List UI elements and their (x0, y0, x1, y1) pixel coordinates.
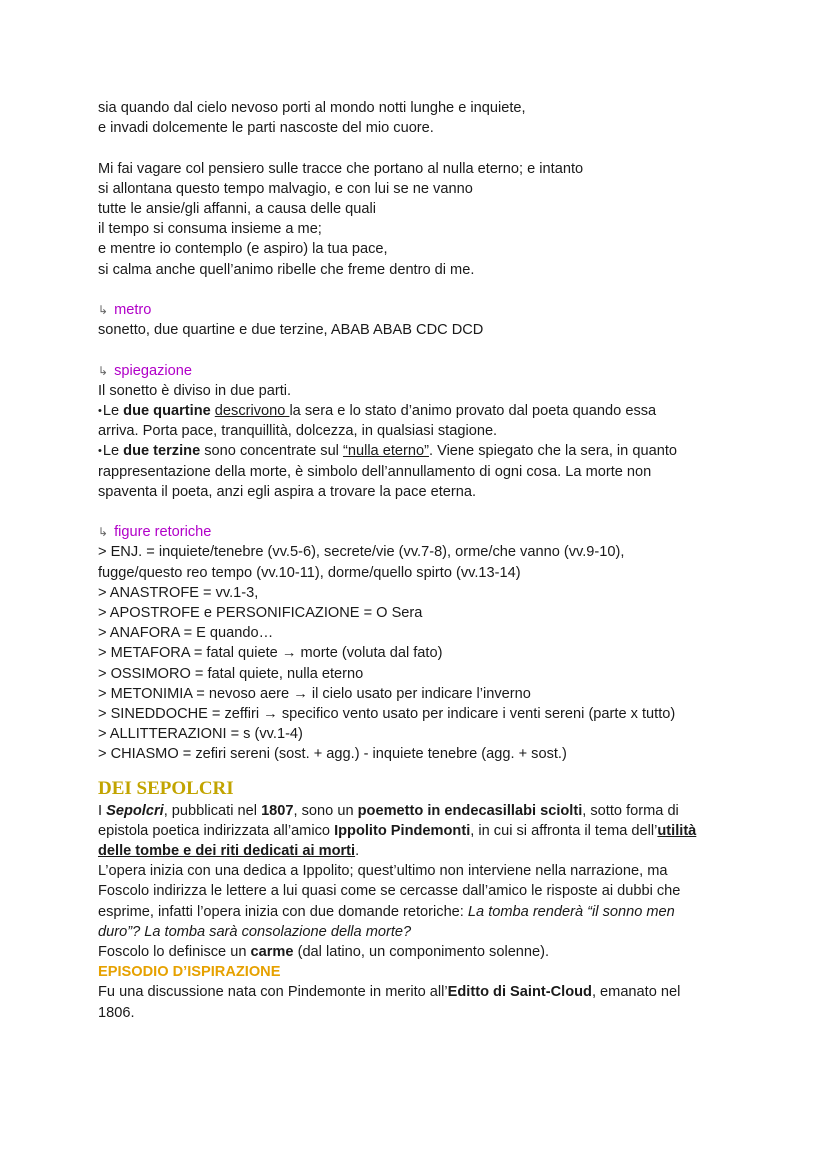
metro-text: sonetto, due quartine e due terzine, ABAB ABAB CDC DCD (98, 322, 484, 339)
figure-line: > SINEDDOCHE = zeffiri → specifico vento usato per indicare i venti sereni (parte x tutto) (98, 706, 676, 723)
bullet-icon: • (98, 445, 102, 458)
figure-heading-label: figure retoriche (114, 524, 212, 541)
text-run: due terzine (123, 443, 201, 460)
poem-line: tutte le ansie/gli affanni, a causa delle quali (98, 201, 377, 217)
figure-line: > OSSIMORO = fatal quiete, nulla eterno (98, 665, 364, 682)
text-run: Foscolo lo definisce un (98, 944, 251, 961)
bullet-icon: • (98, 405, 102, 417)
text-run: Le (102, 443, 124, 460)
document-content (98, 98, 738, 1023)
text-run: , emanato nel (591, 984, 681, 1001)
sepolcri-line (98, 801, 738, 821)
sepolcri-line: duro”? La tomba sarà consolazione della morte? (98, 923, 412, 940)
sepolcri-line: L’opera inizia con una dedica a Ippolito; quest’ultimo non interviene nella narrazione, ma (98, 863, 668, 880)
episode-heading: EPISODIO D’ISPIRAZIONE (98, 964, 281, 981)
return-arrow-icon: ↳ (98, 363, 109, 378)
text-run: , sono un (293, 802, 358, 819)
text-run: poemetto in endecasillabi sciolti (357, 802, 583, 819)
spiegazione-line: spaventa il poeta, anzi egli aspira a trovare la pace eterna. (98, 483, 477, 500)
figure-line: fugge/questo reo tempo (vv.10-11), dorme/quello spirto (vv.13-14) (98, 564, 521, 581)
text-run: , in cui si affronta il tema dell’ (470, 822, 658, 839)
metro-heading (98, 300, 738, 320)
poem-line: Mi fai vagare col pensiero sulle tracce che portano al nulla eterno; e intanto (98, 160, 584, 177)
text-run: (dal latino, un componimento solenne). (293, 944, 550, 961)
poem-line: e invadi dolcemente le parti nascoste del mio cuore. (98, 120, 434, 137)
text-run: sono concentrate sul (200, 443, 343, 460)
text-run: Fu una discussione nata con Pindemonte in merito all’ (98, 984, 448, 1001)
sepolcri-line (98, 902, 738, 922)
spiegazione-heading (98, 361, 738, 381)
text-run: Le (102, 403, 124, 419)
spiegazione-line: arriva. Porta pace, tranquillità, dolcezza, in qualsiasi stagione. (98, 423, 498, 440)
sepolcri-line (98, 942, 738, 962)
text-run: esprime, infatti l’opera inizia con due domande retoriche: (98, 903, 468, 920)
poem-line: sia quando dal cielo nevoso porti al mondo notti lunghe e inquiete, (98, 100, 526, 116)
figure-line: > APOSTROFE e PERSONIFICAZIONE = O Sera (98, 605, 423, 622)
spacer (98, 280, 738, 300)
metro-heading-label: metro (114, 302, 152, 318)
return-arrow-icon: ↳ (98, 525, 109, 540)
figure-line: > METONIMIA = nevoso aere → il cielo usato per indicare l’inverno (98, 685, 531, 702)
spiegazione-line: rappresentazione della morte, è simbolo dell’annullamento di ogni cosa. La morte non (98, 463, 652, 480)
figure-line: > ANASTROFE = vv.1-3, (98, 584, 259, 601)
text-run: . (355, 843, 360, 860)
text-run: , sotto forma di (582, 802, 679, 819)
text-run: “nulla eterno” (342, 443, 429, 460)
text-run: descrivono (214, 403, 290, 419)
figure-line: > CHIASMO = zefiri sereni (sost. + agg.) - inquiete tenebre (agg. + sost.) (98, 746, 567, 763)
text-run: epistola poetica indirizzata all’amico (98, 822, 335, 839)
spacer (98, 502, 738, 522)
text-run: delle tombe e dei riti dedicati ai morti (98, 843, 356, 860)
text-run: . Viene spiegato che la sera, in quanto (428, 443, 677, 460)
text-run: carme (250, 944, 294, 961)
spacer (98, 340, 738, 360)
text-run: Editto di Saint-Cloud (447, 984, 592, 1001)
return-arrow-icon: ↳ (98, 303, 109, 317)
figure-line: > ANAFORA = E quando… (98, 625, 274, 642)
spiegazione-bullet-1 (98, 401, 738, 421)
sepolcri-line: Foscolo indirizza le lettere a lui quasi come se cercasse dall’amico le risposte ai dubbi che (98, 883, 681, 900)
spiegazione-heading-label: spiegazione (114, 362, 192, 379)
text-run: la sera e lo stato d’animo provato dal poeta quando essa (289, 403, 657, 419)
section-title: DEI SEPOLCRI (98, 777, 234, 799)
text-run: I (98, 802, 107, 819)
figure-line: > METAFORA = fatal quiete → morte (voluta dal fato) (98, 645, 443, 662)
spiegazione-intro: Il sonetto è diviso in due parti. (98, 382, 292, 399)
figure-heading (98, 522, 738, 542)
sepolcri-line: 1806. (98, 1004, 135, 1021)
poem-line: e mentre io contemplo (e aspiro) la tua pace, (98, 241, 388, 258)
text-run: due quartine (123, 403, 211, 419)
sepolcri-line (98, 821, 738, 841)
text-run: utilità (657, 822, 697, 839)
sepolcri-line (98, 841, 738, 861)
poem-line: il tempo si consuma insieme a me; (98, 221, 322, 238)
poem-line: si calma anche quell’animo ribelle che freme dentro di me. (98, 261, 475, 278)
sepolcri-line (98, 982, 738, 1002)
text-run: Ippolito Pindemonti (334, 822, 471, 839)
figure-line: > ENJ. = inquiete/tenebre (vv.5-6), secrete/vie (vv.7-8), orme/che vanno (vv.9-10), (98, 544, 625, 561)
text-run: Sepolcri (106, 802, 164, 819)
text-run: La tomba renderà “il sonno men (467, 903, 675, 920)
poem-line: si allontana questo tempo malvagio, e con lui se ne vanno (98, 180, 473, 197)
figure-line: > ALLITTERAZIONI = s (vv.1-4) (98, 726, 303, 743)
spacer (98, 138, 738, 158)
text-run: , pubblicati nel (163, 802, 262, 819)
text-run: 1807 (261, 802, 294, 819)
spiegazione-bullet-2 (98, 441, 738, 461)
